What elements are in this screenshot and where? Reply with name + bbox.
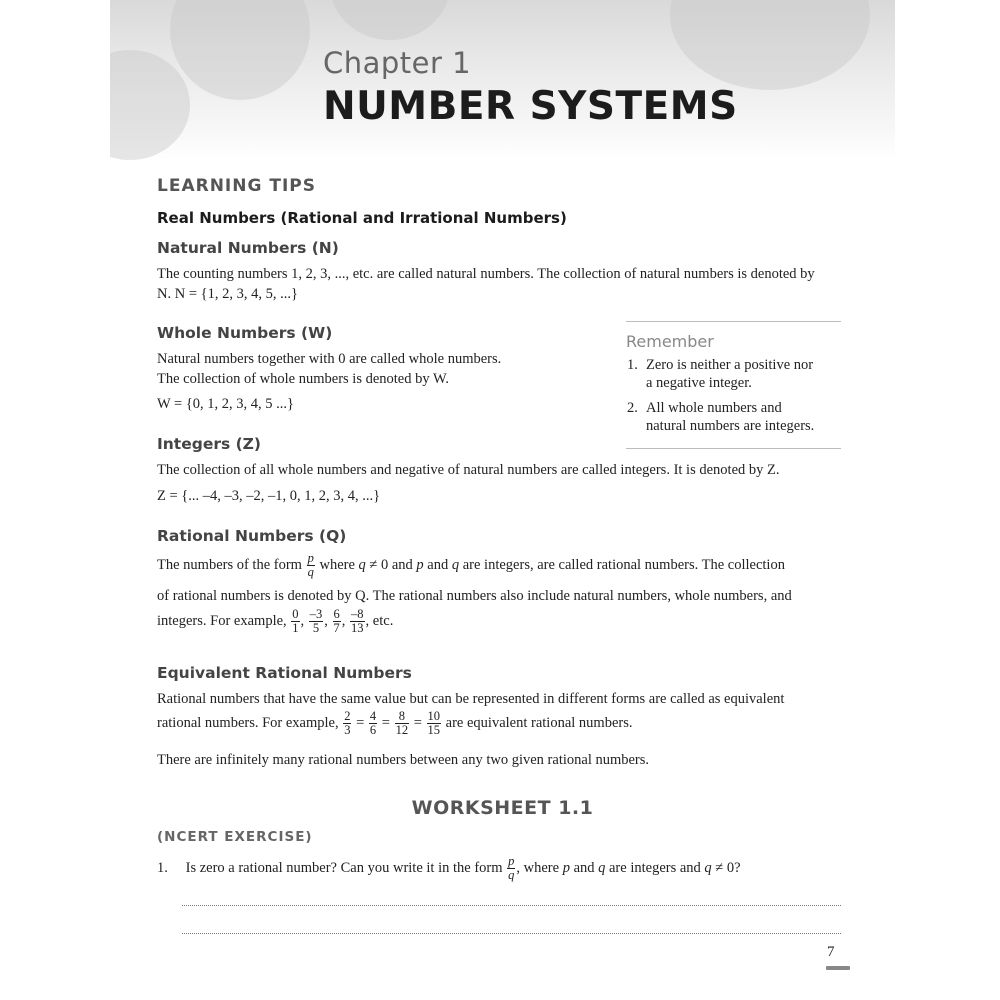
answer-line[interactable] (182, 933, 841, 934)
equals-sign: = (356, 714, 365, 731)
chapter-title: NUMBER SYSTEMS (323, 84, 738, 129)
natural-numbers-text (157, 264, 897, 304)
equivalent-line-3: There are infinitely many rational numbers between any two given rational numbers. (157, 752, 650, 768)
fraction-numerator: 10 (427, 709, 441, 723)
pencil-icon (826, 966, 850, 970)
text: , etc. (365, 612, 394, 629)
fraction-numerator: 4 (369, 709, 377, 723)
fraction-denominator: 15 (427, 723, 441, 737)
equivalent-fraction (343, 710, 351, 737)
example-fraction (350, 608, 365, 635)
whole-numbers-text (157, 349, 597, 389)
rational-line-2: of rational numbers is denoted by Q. The rational numbers also include natural numbers, whole numbers, and (157, 588, 792, 604)
remember-item (626, 399, 841, 435)
remember-item-line: Zero is neither a positive nor (646, 357, 814, 373)
fraction-denominator: q (307, 565, 314, 579)
equivalent-fraction (369, 710, 377, 737)
text: are integers and (609, 859, 701, 876)
text: , where (516, 859, 560, 876)
example-fraction (309, 608, 324, 635)
fraction-denominator: 12 (395, 723, 409, 737)
remember-item-number: 1. (627, 357, 638, 373)
fraction-denominator: 1 (292, 621, 299, 635)
remember-item-line: All whole numbers and (646, 400, 782, 416)
variable-p: p (416, 556, 424, 573)
fraction-denominator: 13 (351, 621, 364, 635)
equivalent-fraction (427, 710, 442, 737)
text: and (427, 556, 449, 573)
equals-sign: = (381, 714, 390, 731)
integers-text: The collection of all whole numbers and negative of natural numbers are called integers. It is denoted by Z. (157, 462, 780, 478)
fraction-p-over-q (507, 855, 515, 882)
fraction-numerator: p (508, 854, 515, 868)
question-number: 1. (157, 859, 168, 876)
example-fraction (291, 608, 299, 635)
whole-set: W = {0, 1, 2, 3, 4, 5 ...} (157, 396, 295, 412)
question-1 (157, 855, 897, 882)
variable-q: q (598, 859, 606, 876)
fraction-denominator: q (508, 868, 515, 882)
remember-title: Remember (626, 332, 714, 351)
whole-numbers-title: Whole Numbers (W) (157, 324, 333, 342)
text: are integers, are called rational numbers. The collection (462, 556, 785, 573)
text: are equivalent rational numbers. (445, 714, 633, 731)
fraction-denominator: 5 (312, 621, 320, 635)
equals-sign: = (413, 714, 422, 731)
fraction-denominator: 3 (344, 723, 351, 737)
chapter-banner (110, 0, 895, 160)
remember-item-line: a negative integer. (646, 375, 752, 391)
rational-line-3: integers. For example, $\frac{0}{1}$ , $\frac{-3}{5}$ , $\frac{6}{7}$ , $\frac{-8}{13}$ , etc. (157, 607, 394, 635)
fraction-numerator: –8 (351, 607, 364, 621)
fraction-numerator: 2 (344, 709, 351, 723)
text: and (573, 859, 595, 876)
text: integers. For example, (157, 612, 287, 629)
page (110, 0, 895, 1000)
remember-box (626, 321, 841, 449)
whole-line-1: Natural numbers together with 0 are called whole numbers. (157, 351, 502, 367)
variable-p: p (562, 859, 570, 876)
equivalent-line-1: Rational numbers that have the same value but can be represented in different forms are called as equivalent (157, 691, 785, 707)
text: The numbers of the form (157, 556, 302, 573)
natural-line-2: N. N = {1, 2, 3, 4, 5, ...} (157, 286, 298, 302)
equivalent-title: Equivalent Rational Numbers (157, 664, 412, 682)
fraction-numerator: 0 (292, 607, 299, 621)
text: rational numbers. For example, (157, 714, 339, 731)
remember-item-line: natural numbers are integers. (646, 418, 815, 434)
remember-item-number: 2. (627, 400, 638, 416)
rational-line-1 (157, 552, 897, 579)
fraction-p-over-q (307, 552, 315, 579)
fraction-denominator: 7 (333, 621, 340, 635)
answer-line[interactable] (182, 905, 841, 906)
worksheet-title: WORKSHEET 1.1 (411, 797, 594, 819)
example-fraction (333, 608, 341, 635)
variable-q: q (704, 859, 712, 876)
remember-item (626, 356, 841, 392)
fraction-numerator: –3 (309, 607, 323, 621)
section-heading: Real Numbers (Rational and Irrational Numbers) (157, 209, 567, 227)
page-number: 7 (827, 944, 835, 960)
text: ≠ 0 and (369, 556, 413, 573)
equivalent-fraction (395, 710, 410, 737)
fraction-denominator: 6 (369, 723, 377, 737)
integers-title: Integers (Z) (157, 435, 262, 453)
variable-q: q (451, 556, 460, 573)
rational-numbers-title: Rational Numbers (Q) (157, 527, 347, 545)
integers-set: Z = {... –4, –3, –2, –1, 0, 1, 2, 3, 4, ...} (157, 488, 381, 504)
natural-numbers-title: Natural Numbers (N) (157, 239, 339, 257)
variable-q: q (358, 556, 366, 573)
text: where (319, 556, 355, 573)
natural-line-1: The counting numbers 1, 2, 3, ..., etc. are called natural numbers. The collection of natural numbers is denoted by (157, 266, 815, 282)
text: Is zero a rational number? Can you write it in the form (185, 859, 503, 876)
equivalent-line-2 (157, 710, 897, 737)
learning-tips-heading: LEARNING TIPS (157, 176, 316, 196)
chapter-label: Chapter 1 (323, 46, 472, 80)
text: ≠ 0? (715, 859, 741, 876)
fraction-numerator: 8 (395, 710, 410, 724)
whole-line-2: The collection of whole numbers is denoted by W. (157, 371, 449, 387)
ncert-tag: (NCERT EXERCISE) (157, 829, 313, 845)
fraction-numerator: 6 (333, 607, 340, 621)
fraction-numerator: p (307, 551, 314, 565)
